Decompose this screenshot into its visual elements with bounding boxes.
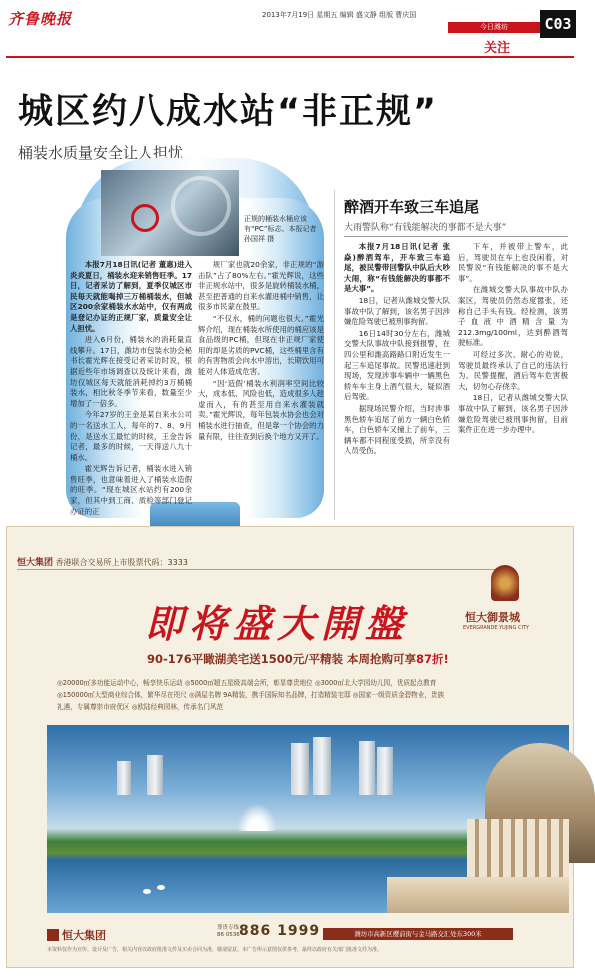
story-paragraph: 据现场民警介绍，当时涉事黑色轿车追尾了前方一辆白色轿车，白色轿车又撞上了前车，三辆车都不同程度受损，所幸没有人员受伤。 xyxy=(344,403,450,456)
tower-building xyxy=(359,741,375,795)
story-paragraph: “因‘造假’桶装水利润率空间比较大，成本低、风险也低，造成很多人趁虚而入，有的甚至用自来水灌装就卖。”霍光辉说，每年包装水协会也会对桶装水进行抽查，但是靠一个协会的力量有限，往往查到后换个地方又开了。 xyxy=(198,378,324,441)
page-number: C03 xyxy=(540,10,576,38)
masthead xyxy=(0,0,580,60)
crest-icon xyxy=(491,565,519,601)
news-section xyxy=(6,60,574,520)
ad-developer-line xyxy=(17,555,188,568)
fountain xyxy=(237,803,277,831)
sales-phone: 886 1999 xyxy=(239,923,321,939)
sidebar-rule xyxy=(344,236,568,237)
story-paragraph: 在潍城交警大队事故中队办案区，驾驶员仍然态度嚣张，还称自己手头有钱。经检测，该男子血液中酒精含量为212.3mg/100ml，达到醉酒驾驶标准。 xyxy=(458,285,568,348)
ad-footer xyxy=(7,919,575,969)
story-paragraph: 18日，记者从潍城交警大队事故中队了解到，该名男子因涉嫌危险驾驶已被刑事拘留，目前案件正在进一步办理中。 xyxy=(458,393,568,435)
tower-building xyxy=(313,737,331,795)
tel-label: 尊贵专线 86 0536 xyxy=(217,925,240,938)
story-paragraph: 规厂家也就20余家，非正规的“游击队”占了80%左右。”霍光辉说，这些非正规水站中，很多是旋转桶装水桶，甚至把普通的自来水灌进桶中销售，让很多市民蒙在鼓里。 xyxy=(198,260,324,312)
pc-mark-circle xyxy=(131,204,159,232)
story-paragraph: 今年27岁的王金是某自来水公司的一名送水工人，每年的7、8、9月份，是送水工最忙的时候，王金告诉记者，最多的时候，一天得送八九十桶水。 xyxy=(70,410,192,462)
tower-building xyxy=(291,743,309,795)
tower-building xyxy=(377,747,393,795)
story-paragraph: 16日14时30分左右，潍城交警大队事故中队接到报警，在四公里和潍高路路口附近发生一起三车追尾事故。民警迅速赶到现场，发现涉事车辆中一辆黑色轿车车主身上酒气很大，疑似酒后驾驶。 xyxy=(344,328,450,402)
story-column-2 xyxy=(198,260,324,460)
sidebar-column-1 xyxy=(344,242,450,520)
ad-title: 即将盛大開盤 xyxy=(145,601,410,646)
lake-scene-image xyxy=(47,725,569,913)
sidebar-headline: 醉酒开车致三车追尾 xyxy=(344,198,480,216)
ad-rule xyxy=(17,569,497,570)
story-paragraph: 进入6月份，桶装水的消耗量直线攀升。17日，潍坊市包装水协会秘书长霍光辉在接受记者采访时说，根据近些年市场调查以及统计来看，潍坊仅城区每天就能消耗掉约3万桶桶装水，相比秋冬季节来看，数量至少增加了一倍多。 xyxy=(70,335,192,408)
colonnade xyxy=(467,819,569,879)
ad-discount: 87折! xyxy=(416,652,449,666)
issue-meta: 2013年7月19日 星期五 编辑 盛文静 组版 曹庆国 xyxy=(262,11,417,19)
ad-disclaimer: 本资料仅作为宣传、设计及广告，相关内容以政府批准文件及买卖合同为准，敬请留意。本广告所示意图仅供参考，最终以政府有关部门批准文件为准。 xyxy=(47,947,383,953)
page-title: 城区约八成水站“非正规” xyxy=(18,92,439,132)
logo-mark-icon xyxy=(47,929,59,941)
story-subtitle: 桶装水质量安全让人担忧 xyxy=(18,144,184,162)
real-estate-advertisement xyxy=(6,526,574,968)
terrace xyxy=(387,877,569,913)
tower-building xyxy=(147,755,163,795)
masthead-rule xyxy=(6,56,574,58)
tower-building xyxy=(117,761,131,795)
ad-feature-line: 礼遇，专属尊崇市府优区 ◎欧陆经典园林，传承名门风范 xyxy=(57,703,224,711)
bottle-rim xyxy=(171,176,231,236)
newspaper-logo: 齐鲁晚报 xyxy=(8,10,73,28)
story-photo xyxy=(101,170,239,256)
developer-logo xyxy=(47,927,106,943)
developer-logo-text: 恒大集团 xyxy=(62,929,106,942)
story-column-1 xyxy=(70,260,192,516)
ad-feature-line: ◎150000㎡大型商业综合体，繁华尽在咫尺 ◎满屋名牌 9A精装，携手国际知名品牌，打造精装宅邸 ◎国家一级资质金碧物业，贵族 xyxy=(57,691,445,699)
story-paragraph: 本报7月18日讯(记者 张焱)醉酒驾车，开车致三车追尾，被民警带回警队中队后大吵大闹，称“有钱能解决的事都不是大事”。 xyxy=(344,242,450,294)
column-divider xyxy=(334,190,335,520)
section-label: 今日潍坊 xyxy=(448,22,540,33)
ad-listing: 香港联合交易所上市股票代码：3333 xyxy=(55,558,188,567)
story-paragraph: 可经过多次、耐心的劝说，驾驶员最终承认了自己的违法行为。民警提醒，酒后驾车危害极大，切勿心存侥幸。 xyxy=(458,349,568,391)
story-paragraph: 本报7月18日讯(记者 董惠)进入炎炎夏日，桶装水迎来销售旺季。17日，记者采访了解到，夏季仅城区市民每天就能喝掉三万桶桶装水，但城区200余家桶装水水站中，仅有两成是登记办证的正规厂家，质量安全让人担忧。 xyxy=(70,260,192,333)
ad-developer: 恒大集团 xyxy=(17,558,54,568)
sidebar-subtitle: 大雨警队称“有钱能解决的事都不是大事” xyxy=(344,223,507,233)
ad-brand: 恒大御景城 xyxy=(465,611,520,624)
ad-subtitle-text: 90-176平瞰湖美宅送1500元/平精装 本周抢购可享 xyxy=(147,652,416,666)
story-paragraph: 18日，记者从潍城交警大队事故中队了解到，该名男子因涉嫌危险驾驶已被刑事拘留。 xyxy=(344,295,450,327)
swan-icon xyxy=(143,889,151,894)
sidebar-column-2 xyxy=(458,242,568,520)
photo-caption: 正规的桶装水桶应该有“PC”标志。本报记者 孙国祥 摄 xyxy=(244,215,317,243)
story-paragraph: “不仅水，桶的问题也很大。”霍光辉介绍，现在桶装水所使用的桶应该是食品级的PC桶，但现在非正规厂家使用的却是劣质的PVC桶，这些桶里含有的有害物质会向水中溶出，长期饮用可能对人体造成危害。 xyxy=(198,313,324,376)
sales-address: 潍坊市高新区樱前街与金马路交汇处东300米 xyxy=(323,928,513,940)
swan-icon xyxy=(157,885,165,890)
ad-feature-line: ◎20000㎡多功能运动中心，畅享快乐运动 ◎5000㎡超五星级高端会所，彰显尊贵地位 ◎3000㎡北大学园幼儿园，优质起点教育 xyxy=(57,679,437,687)
page-topic: 关注 xyxy=(484,41,511,56)
story-paragraph: 下车，并被带上警车，此后，驾驶员在车上也没闲着，对民警说“有钱能解决的事不是大事”。 xyxy=(458,242,568,283)
ad-brand-en: EVERGRANDE YUJING CITY xyxy=(463,625,530,631)
story-paragraph: 霍光辉告诉记者，桶装水进入销售旺季，也意味着进入了桶装水造假的旺季。“现在城区水站约有200余家，但其中到工商、质检等部门登记办证的正 xyxy=(70,464,192,516)
ad-subtitle xyxy=(147,651,449,667)
